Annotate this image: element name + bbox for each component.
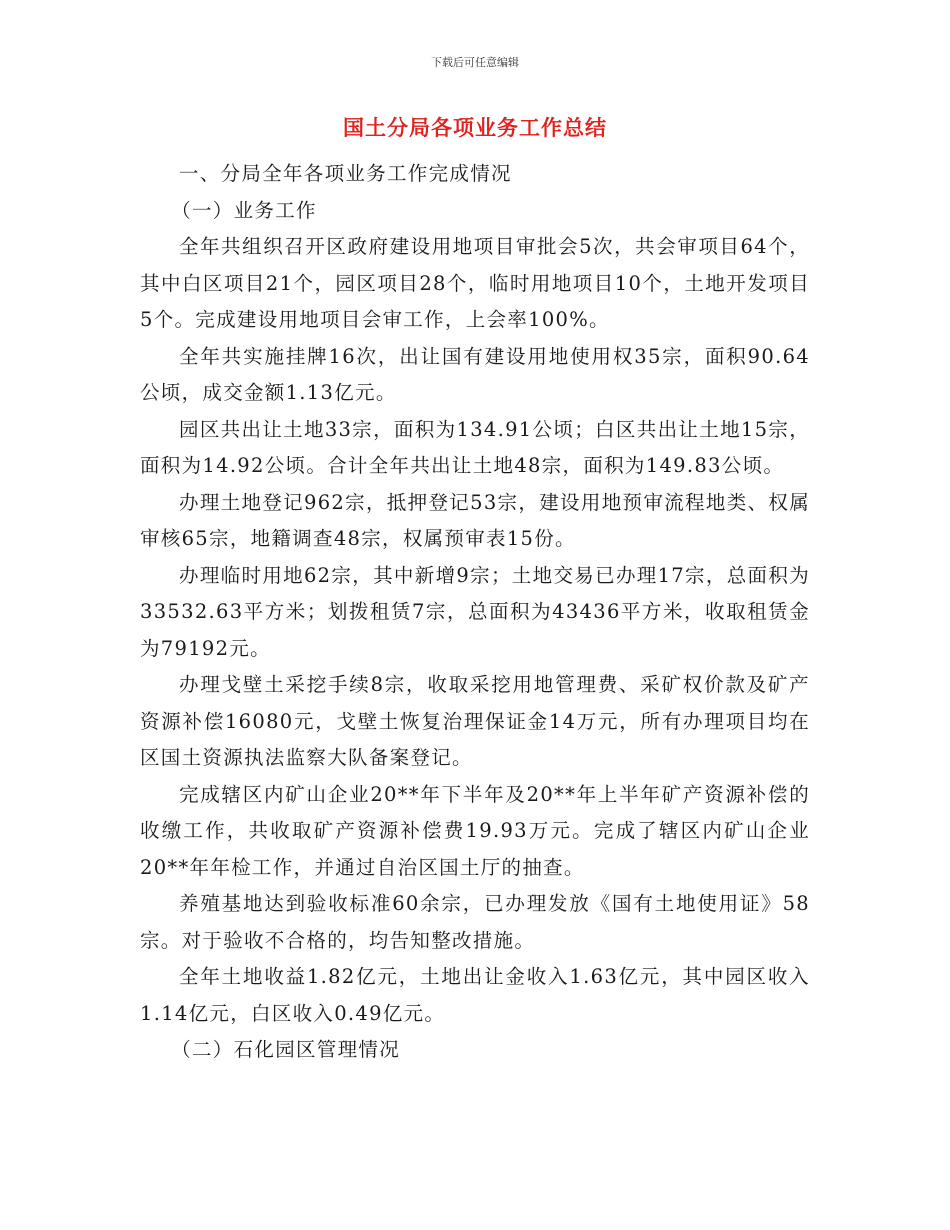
document-title: 国土分局各项业务工作总结: [343, 116, 607, 140]
header-note: 下载后可任意编辑: [431, 56, 519, 69]
paragraph: 办理临时用地62宗，其中新增9宗；土地交易已办理17宗，总面积为33532.63平方米；划拨租赁7宗，总面积为43436平方米，收取租赁金为79192元。: [140, 563, 810, 660]
paragraph: 全年共组织召开区政府建设用地项目审批会5次，共会审项目64个，其中白区项目21个，园区项目28个，临时用地项目10个，土地开发项目5个。完成建设用地项目会审工作，上会率100%。: [140, 235, 810, 331]
paragraph: 全年土地收益1.82亿元，土地出让金收入1.63亿元，其中园区收入1.14亿元，白区收入0.49亿元。: [140, 965, 810, 1025]
paragraph: 办理戈壁土采挖手续8宗，收取采挖用地管理费、采矿权价款及矿产资源补偿16080元，戈壁土恢复治理保证金14万元，所有办理项目均在区国土资源执法监察大队备案登记。: [140, 673, 810, 769]
subsection-heading: （一）业务工作: [171, 198, 317, 222]
section-heading: 一、分局全年各项业务工作完成情况: [179, 162, 512, 185]
paragraph: 完成辖区内矿山企业20**年下半年及20**年上半年矿产资源补偿的收缴工作，共收取矿产资源补偿费19.93万元。完成了辖区内矿山企业20**年年检工作，并通过自治区国土厅的抽查。: [140, 782, 810, 879]
paragraph: 园区共出让土地33宗，面积为134.91公顷；白区共出让土地15宗，面积为14.92公顷。合计全年共出让土地48宗，面积为149.83公顷。: [140, 417, 810, 477]
document-body: [140, 156, 810, 1069]
subsection-heading: （二）石化园区管理情况: [171, 1038, 400, 1061]
paragraph: 全年共实施挂牌16次，出让国有建设用地使用权35宗，面积90.64公顷，成交金额1.13亿元。: [140, 344, 810, 404]
paragraph: 养殖基地达到验收标准60余宗，已办理发放《国有土地使用证》58宗。对于验收不合格的，均告知整改措施。: [140, 892, 810, 952]
paragraph: 办理土地登记962宗，抵押登记53宗，建设用地预审流程地类、权属审核65宗，地籍调查48宗，权属预审表15份。: [140, 490, 810, 550]
